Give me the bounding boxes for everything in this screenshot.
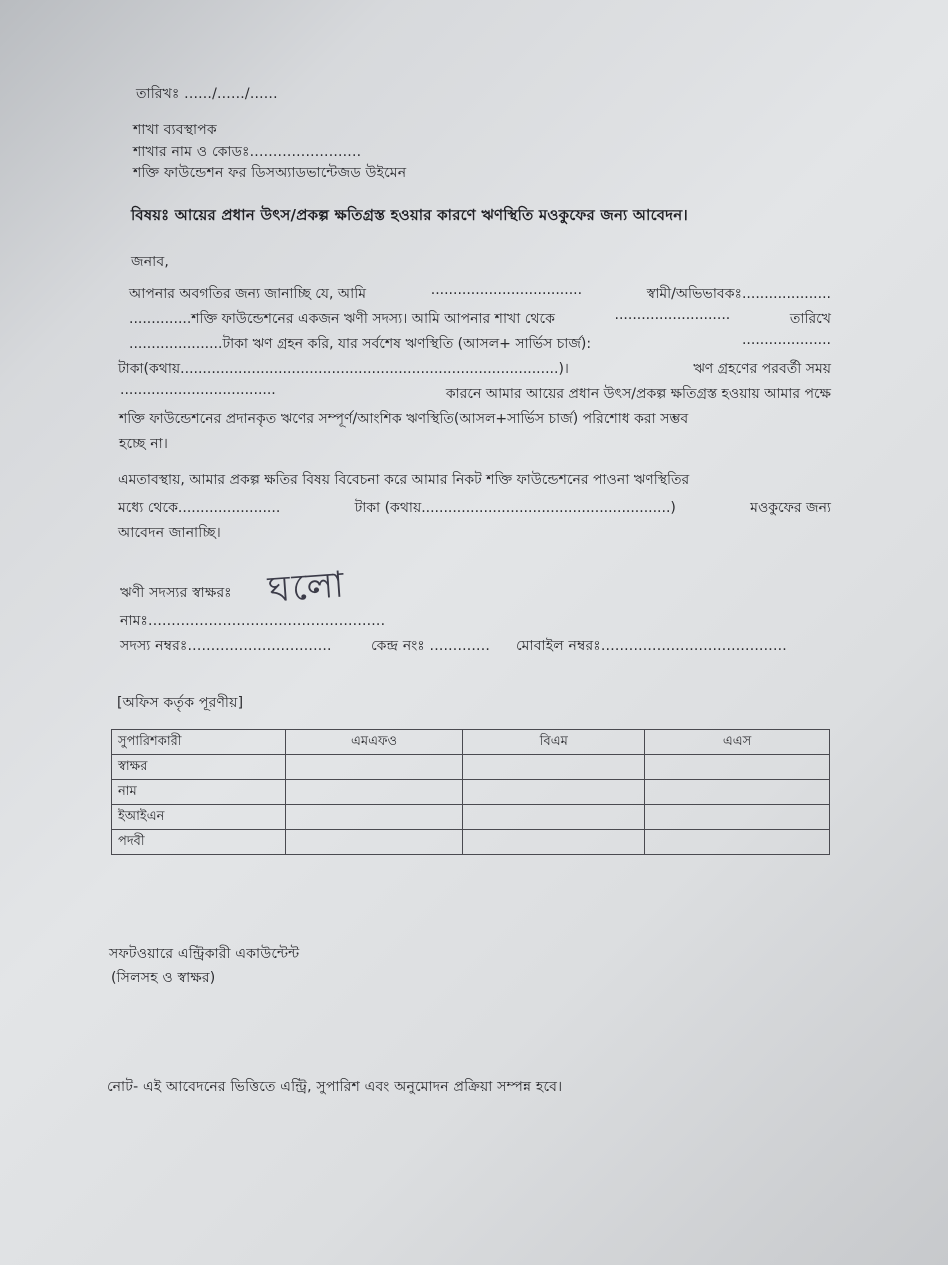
table-header-row — [112, 730, 830, 755]
table-cell — [285, 805, 463, 830]
office-use-heading: [অফিস কর্তৃক পূরণীয়] — [117, 695, 244, 711]
para2-line1 — [118, 468, 831, 492]
branch-name-code: শাখার নাম ও কোডঃ........................ — [133, 144, 362, 160]
table-cell — [463, 780, 645, 805]
addressee-title: শাখা ব্যবস্থাপক — [133, 122, 217, 138]
para2-line3: আবেদন জানাচ্ছি। — [118, 525, 221, 541]
header-bm: বিএম — [463, 730, 645, 755]
table-row — [112, 805, 830, 830]
member-number-field: সদস্য নম্বরঃ............................... — [120, 638, 332, 654]
para1-text: .....................টাকা ঋণ গ্রহন করি, যার সর্বশেষ ঋণস্থিতি (আসল+ সার্ভিস চার্জ): — [129, 336, 592, 352]
row-label-signature: স্বাক্ষর — [112, 755, 286, 780]
table-row — [112, 830, 830, 855]
table-row — [112, 780, 830, 805]
table-row — [112, 755, 830, 780]
para2-text: মওকুফের জন্য — [750, 500, 831, 516]
para1-line4 — [118, 357, 831, 381]
table-cell — [285, 780, 463, 805]
center-number-field: কেন্দ্র নংঃ ............. — [371, 638, 490, 654]
row-label-designation: পদবী — [112, 830, 286, 855]
para1-line2 — [129, 307, 831, 331]
handwritten-signature: ঘলো — [266, 564, 348, 611]
member-signature-label: ঋণী সদস্যর স্বাক্ষরঃ — [120, 585, 232, 601]
para1-text: আপনার অবগতির জন্য জানাচ্ছি যে, আমি — [129, 286, 367, 302]
accountant-label: সফটওয়ারে এন্ট্রিকারী একাউন্টেন্ট — [109, 946, 300, 962]
guardian-field: স্বামী/অভিভাবকঃ.................... — [646, 286, 831, 302]
para1-text: কারনে আমার আয়ের প্রধান উৎস/প্রকল্প ক্ষতিগ্রস্ত হওয়ায় আমার পক্ষে — [445, 386, 831, 402]
table-cell — [645, 780, 830, 805]
table-cell — [645, 830, 830, 855]
date-line: তারিখঃ ....../....../...... — [136, 86, 278, 102]
para1-line7: হচ্ছে না। — [119, 436, 169, 452]
subject-line: বিষয়ঃ আয়ের প্রধান উৎস/প্রকল্প ক্ষতিগ্রস্ত হওয়ার কারণে ঋণস্থিতি মওকুফের জন্য আবেদন। — [131, 206, 688, 224]
table-cell — [645, 805, 830, 830]
header-as: এএস — [645, 730, 830, 755]
organization-name: শক্তি ফাউন্ডেশন ফর ডিসঅ্যাডভান্টেজড উইমেন — [133, 165, 407, 181]
outstanding-amount-blank: .................... — [741, 332, 831, 348]
salutation: জনাব, — [131, 254, 169, 270]
mobile-number-field: মোবাইল নম্বরঃ........................................ — [516, 638, 787, 654]
header-recommender: সুপারিশকারী — [112, 730, 286, 755]
para2-line2 — [118, 496, 831, 520]
applicant-name-blank: .................................. — [430, 282, 583, 298]
recommendation-table — [111, 729, 830, 855]
header-mfo: এমএফও — [285, 730, 463, 755]
table-cell — [285, 830, 463, 855]
para1-line3 — [129, 332, 831, 356]
table-cell — [285, 755, 463, 780]
accountant-seal-label: (সিলসহ ও স্বাক্ষর) — [111, 970, 216, 986]
para1-text: শক্তি ফাউন্ডেশনের প্রদানকৃত ঋণের সম্পূর্ণ/আংশিক ঋণস্থিতি(আসল+সার্ভিস চার্জ) পরিশোধ করা সম্ভব — [119, 411, 689, 427]
para1-text: ঋণ গ্রহণের পরবর্তী সময় — [693, 361, 831, 377]
note-line: নোট- এই আবেদনের ভিত্তিতে এন্ট্রি, সুপারিশ এবং অনুমোদন প্রক্রিয়া সম্পন্ন হবে। — [107, 1079, 563, 1095]
member-name-field: নামঃ................................................... — [120, 613, 386, 629]
reason-blank: ................................... — [120, 382, 276, 398]
para1-line1 — [129, 282, 831, 306]
para1-line5 — [120, 382, 831, 406]
para1-line6 — [119, 407, 831, 431]
para1-text: তারিখে — [789, 311, 831, 327]
amount-in-words-blank: টাকা(কথায়.....................................................................................)। — [118, 361, 569, 377]
table-cell — [463, 830, 645, 855]
row-label-ein: ইআইএন — [112, 805, 286, 830]
loan-date-blank: .......................... — [614, 307, 731, 323]
waiver-amount-blank: মধ্যে থেকে....................... — [118, 500, 281, 516]
para1-text: ..............শক্তি ফাউন্ডেশনের একজন ঋণী সদস্য। আমি আপনার শাখা থেকে — [129, 311, 555, 327]
table-cell — [463, 805, 645, 830]
table-cell — [463, 755, 645, 780]
para2-text: এমতাবস্থায়, আমার প্রকল্প ক্ষতির বিষয় বিবেচনা করে আমার নিকট শক্তি ফাউন্ডেশনের পাওনা ঋণস্থিতির — [118, 472, 690, 488]
waiver-words-blank: টাকা (কথায়........................................................) — [354, 500, 676, 516]
row-label-name: নাম — [112, 780, 286, 805]
table-cell — [645, 755, 830, 780]
